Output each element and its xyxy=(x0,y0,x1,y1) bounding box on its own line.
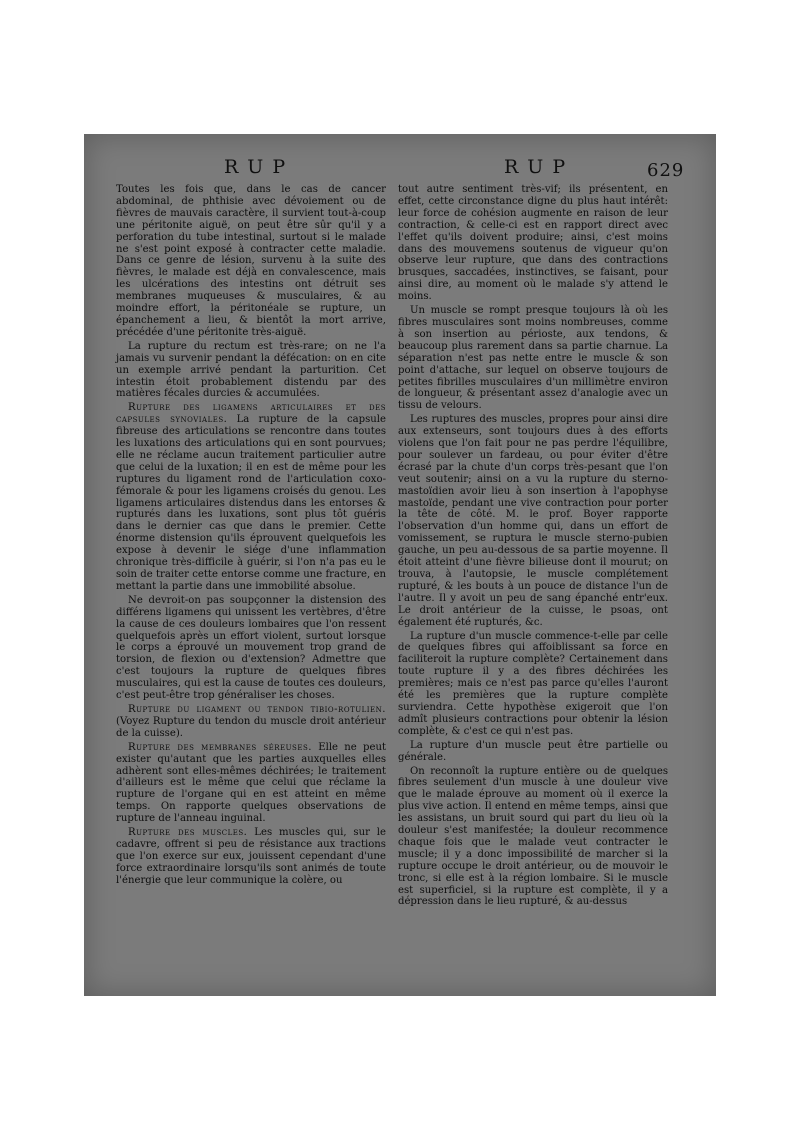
paragraph: La rupture du rectum est très-rare; on ne l'a jamais vu survenir pendant la défécation: on en cite un exemple arrivé pendant la parturition. Cet intestin étoit probablement distendu par des matières fécales durcies & accumulées. xyxy=(116,340,386,400)
section-heading: Rupture des muscles. xyxy=(128,827,248,839)
section-heading: Rupture des membranes séreuses. xyxy=(128,741,312,753)
paragraph: La rupture d'un muscle commence-t-elle par celle de quelques fibres qui affoiblissant sa force en faciliteroit la rupture complète? Certainement dans toute rupture il y a des fibres déchirées les premières; mais ce n'est pas parce qu'elles l'auront été les premières que la rupture complète surviendra. Cette hypothèse exigeroit que l'on admît plusieurs contractions pour obtenir la lésion complète, & c'est ce qui n'est pas. xyxy=(398,630,668,737)
page-number: 629 xyxy=(647,160,685,181)
paragraph: Rupture du ligament ou tendon tibio-rotulien. (Voyez Rupture du tendon du muscle droit antérieur de la cuisse). xyxy=(116,703,386,739)
right-column xyxy=(398,184,668,910)
section-heading: Rupture du ligament ou tendon tibio-rotulien. xyxy=(128,703,386,715)
paragraph: On reconnoît la rupture entière ou de quelques fibres seulement d'un muscle à une douleur vive que le malade éprouve au moment où il exerce la plus vive action. Il entend en même temps, ainsi que les assistans, un bruit sourd qui part du lieu où la douleur s'est manifestée; la douleur recommence chaque fois que le malade veut contracter le muscle; il y a donc impossibilité de marcher si la rupture occupe le droit antérieur, ou de mouvoir le tronc, si elle est à la région lombaire. Si le muscle est superficiel, si la rupture est complète, il y a dépression dans le lieu rupturé, & au-dessus xyxy=(398,765,668,908)
paragraph: Les ruptures des muscles, propres pour ainsi dire aux extenseurs, sont toujours dues à des efforts violens que l'on fait pour ne pas perdre l'équilibre, pour soulever un fardeau, ou pour éviter d'être écrasé par la chute d'un corps très-pesant que l'on veut soutenir; ainsi on a vu la rupture du sterno-mastoïdien avoir lieu à son insertion à l'apophyse mastoïde, pendant une vive contraction pour porter la tête de côté. M. le prof. Boyer rapporte l'observation d'un homme qui, dans un effort de vomissement, se ruptura le muscle sterno-pubien gauche, un peu au-dessous de sa partie moyenne. Il étoit atteint d'une fièvre bilieuse dont il mourut; on trouva, à l'autopsie, le muscle complétement rupturé, & les bouts à un pouce de distance l'un de l'autre. Il y avoit un peu de sang épanché entr'eux. Le droit antérieur de la cuisse, le psoas, ont également été rupturés, &c. xyxy=(398,414,668,628)
paragraph: Ne devroit-on pas soupçonner la distension des différens ligamens qui unissent les vertèbres, d'être la cause de ces douleurs lombaires que l'on ressent quelquefois après un effort violent, surtout lorsque le corps a éprouvé un mouvement trop grand de torsion, de flexion ou d'extension? Admettre que c'est toujours la rupture de quelques fibres musculaires, qui est la cause de toutes ces douleurs, c'est peut-être trop généraliser les choses. xyxy=(116,594,386,702)
running-head-right: RUP xyxy=(504,156,575,178)
paragraph: Toutes les fois que, dans le cas de cancer abdominal, de phthisie avec dévoiement ou de fièvres de mauvais caractère, il survient tout-à-coup une péritonite aiguë, on peut être sûr qu'il y a perforation du tube intestinal, surtout si le malade ne s'est point exposé à contracter cette maladie. Dans ce genre de lésion, survenu à la suite des fièvres, le malade est déjà en convalescence, mais les ulcérations des intestins ont détruit ses membranes muqueuses & musculaires, & au moindre effort, la péritonéale se rupture, un épanchement a lieu, & bientôt la mort arrive, précédée d'une péritonite très-aiguë. xyxy=(116,184,386,338)
paragraph: Un muscle se rompt presque toujours là où les fibres musculaires sont moins nombreuses, comme à son insertion au périoste, aux tendons, & beaucoup plus rarement dans sa partie charnue. La séparation n'est pas nette entre le muscle & son point d'attache, sur lequel on observe toujours de petites fibrilles musculaires d'un millimètre environ de longueur, & présentant assez d'analogie avec un tissu de velours. xyxy=(398,305,668,412)
running-head-left: RUP xyxy=(224,156,295,178)
paragraph: Rupture des muscles. Les muscles qui, sur le cadavre, offrent si peu de résistance aux tractions que l'on exerce sur eux, jouissent cependant d'une force extraordinaire lorsqu'ils sont animés de toute l'énergie que leur communique la colère, ou xyxy=(116,827,386,886)
paragraph: La rupture d'un muscle peut être partielle ou générale. xyxy=(398,739,668,763)
paragraph: Rupture des membranes séreuses. Elle ne peut exister qu'autant que les parties auxquelles elles adhèrent sont elles-mêmes déchirées; le traitement d'ailleurs est le même que celui que réclame la rupture de l'organe qui en est atteint en même temps. On rapporte quelques observations de rupture de l'anneau inguinal. xyxy=(116,741,386,825)
scanned-page xyxy=(84,134,716,996)
paragraph: Rupture des ligamens articulaires et des capsules synoviales. La rupture de la capsule fibreuse des articulations se rencontre dans toutes les luxations des articulations qui en sont pourvues; elle ne réclame aucun traitement particulier autre que celui de la luxation; il en est de même pour les ruptures du ligament rond de l'articulation coxo-fémorale & pour les ligamens croisés du genou. Les ligamens articulaires distendus dans les entorses & rupturés dans les luxations, sont plus tôt guéris dans le dernier cas que dans le premier. Cette énorme distension qu'ils éprouvent quelquefois les expose à devenir le siége d'une inflammation chronique très-difficile à guérir, si l'on n'a pas eu le soin de traiter cette entorse comme une fracture, en mettant la partie dans une immobilité absolue. xyxy=(116,402,386,592)
left-column xyxy=(116,184,386,889)
paragraph: tout autre sentiment très-vif; ils présentent, en effet, cette circonstance digne du plus haut intérêt: leur force de cohésion augmente en raison de leur contraction, & celle-ci est en rapport direct avec l'effet qu'ils doivent produire; ainsi, c'est moins dans des mouvemens soutenus de vigueur qu'on observe leur rupture, que dans des contractions brusques, saccadées, instinctives, se faisant, pour ainsi dire, au moment où le malade s'y attend le moins. xyxy=(398,184,668,303)
section-heading: Rupture des ligamens articulaires et des capsules synoviales. xyxy=(116,402,386,426)
